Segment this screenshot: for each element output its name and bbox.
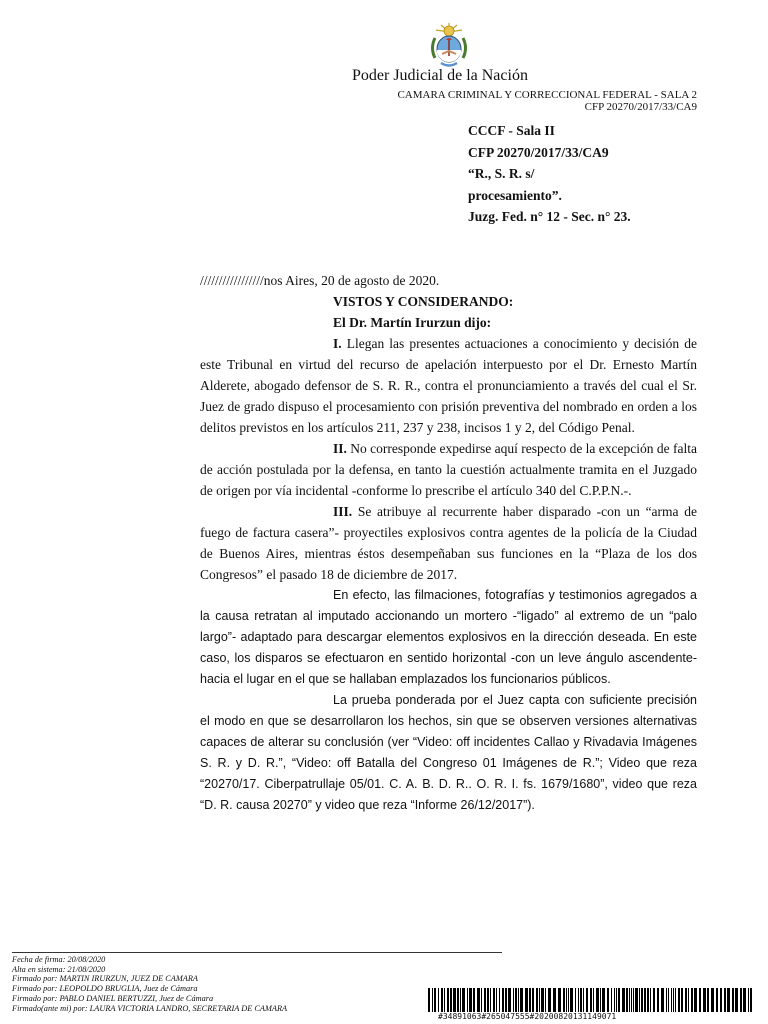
- paragraph-text: Se atribuye al recurrente haber disparado -con un “arma de fuego de factura casera”- proyectiles explosivos contra agentes de la policía de la Ciudad de Buenos Aires, mientras éstos desempeñaban sus funciones en la “Plaza de los dos Congresos” el pasado 18 de diciembre de 2017.: [200, 504, 697, 582]
- date-line: /////////////////nos Aires, 20 de agosto de 2020.: [200, 273, 440, 288]
- paragraph-label: III.: [333, 504, 353, 519]
- national-seal-icon: [427, 22, 471, 68]
- chamber-name: CAMARA CRIMINAL Y CORRECCIONAL FEDERAL - SALA 2: [397, 89, 697, 101]
- paragraph-text: En efecto, las filmaciones, fotografías y testimonios agregados a la causa retratan al imputado accionando un mortero -“ligado” al extremo de un “palo largo”- adaptado para descargar elementos explosivos en la dirección deseada. En este caso, los disparos se efectuaron en sentido horizontal -con un leve ángulo ascendente- hacia el lugar en el que se hallaban emplazados los funcionarios públicos.: [200, 588, 697, 686]
- signature-line: Firmado por: MARTIN IRURZUN, JUEZ DE CAMARA: [12, 974, 198, 984]
- barcode-icon: [428, 988, 755, 1012]
- signature-line: Alta en sistema: 21/08/2020: [12, 964, 106, 974]
- paragraph: [200, 333, 697, 438]
- paragraph-label: I.: [333, 336, 342, 351]
- caption-line: CFP 20270/2017/33/CA9: [468, 144, 609, 160]
- judge-line: El Dr. Martín Irurzun dijo:: [333, 315, 492, 330]
- paragraph: [200, 438, 697, 501]
- signature-line: Firmado(ante mi) por: LAURA VICTORIA LANDRO, SECRETARIA DE CAMARA: [12, 1003, 288, 1013]
- caption-line: procesamiento”.: [468, 187, 562, 203]
- footer-divider: [12, 952, 502, 953]
- paragraph: [200, 690, 697, 816]
- case-caption: [468, 120, 631, 228]
- paragraph-label: II.: [333, 441, 347, 456]
- barcode-number: #34891063#265047555#20200820131149071: [438, 1012, 617, 1021]
- caption-line: CCCF - Sala II: [468, 123, 555, 138]
- signature-line: Fecha de firma: 20/08/2020: [12, 955, 106, 964]
- section-heading: VISTOS Y CONSIDERANDO:: [333, 294, 514, 309]
- paragraph-text: No corresponde expedirse aquí respecto de la excepción de falta de acción postulada por la defensa, en tanto la cuestión actualmente tramita en el Juzgado de origen por vía incidental -conforme lo prescribe el artículo 340 del C.P.P.N.-.: [200, 441, 697, 498]
- document-body: [200, 270, 697, 816]
- signature-line: Firmado por: LEOPOLDO BRUGLIA, Juez de Cámara: [12, 984, 198, 994]
- paragraph-text: Llegan las presentes actuaciones a conocimiento y decisión de este Tribunal en virtud del recurso de apelación interpuesto por el Dr. Ernesto Martín Alderete, abogado defensor de S. R. R., contra el pronunciamiento a través del cual el Sr. Juez de grado dispuso el procesamiento con prisión preventiva del nombrado en orden a los delitos previstos en los artículos 211, 237 y 238, incisos 1 y 2, del Código Penal.: [200, 336, 697, 435]
- signature-block: [12, 955, 287, 1013]
- paragraph: [200, 585, 697, 690]
- paragraph-text: La prueba ponderada por el Juez capta con suficiente precisión el modo en que se desarrollaron los hechos, sin que se observen versiones alternativas capaces de alterar su conclusión (ver “Video: off incidentes Callao y Rivadavia Imágenes S. R. y D. R.”, “Video: off Batalla del Congreso 01 Imágenes de R.”; Video que reza “20270/17. Ciberpatrullaje 05/01. C. A. B. D. R.. O. R. I. fs. 1679/1680”, video que reza “D. R. causa 20270” y video que reza “Informe 26/12/2017”).: [200, 693, 697, 812]
- file-reference: CFP 20270/2017/33/CA9: [584, 101, 697, 113]
- paragraph: [200, 501, 697, 585]
- signature-line: Firmado por: PABLO DANIEL BERTUZZI, Juez de Cámara: [12, 993, 214, 1003]
- caption-line: “R., S. R. s/: [468, 166, 535, 181]
- institution-name: Poder Judicial de la Nación: [352, 67, 528, 84]
- caption-line: Juzg. Fed. n° 12 - Sec. n° 23.: [468, 209, 631, 224]
